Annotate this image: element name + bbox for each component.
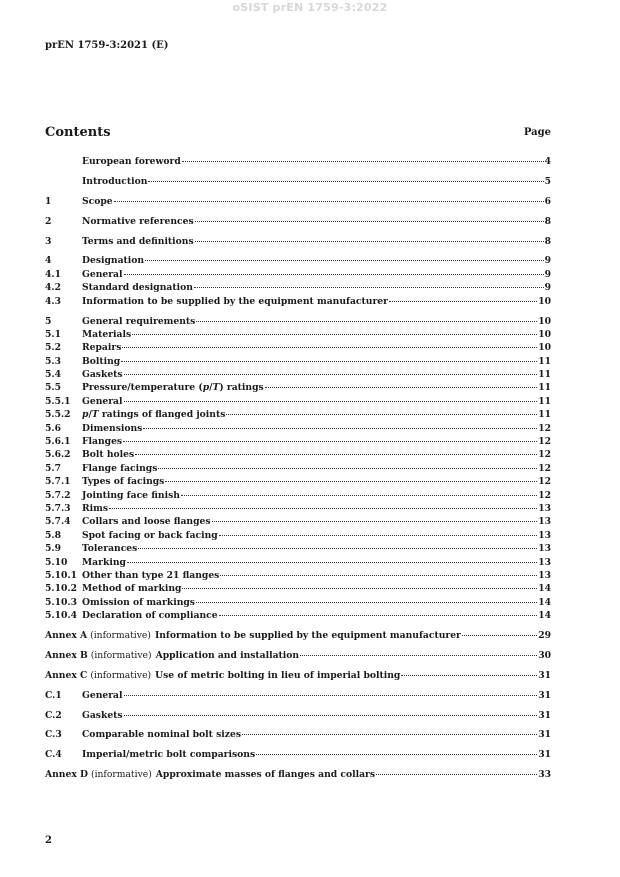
toc-entry-number: 2 (45, 215, 52, 227)
annex-category: (informative) (90, 630, 151, 641)
toc-entry-label: Gaskets (82, 709, 123, 721)
toc-entry-number: 5.10.1 (45, 569, 77, 581)
toc-entry-number: Annex D (45, 769, 88, 781)
toc-entry-page: 10 (538, 315, 551, 327)
toc-entry-label: Information to be supplied by the equipment manufacturer (82, 295, 388, 307)
toc-entry-page: 11 (538, 355, 551, 367)
toc-entry-page: 12 (538, 449, 551, 461)
toc-entry[interactable] (45, 422, 551, 435)
watermark: oSIST prEN 1759-3:2022 (232, 1, 388, 14)
toc-entry[interactable] (45, 295, 551, 308)
toc-entry-label: Tolerances (82, 543, 138, 555)
leader-dots (195, 221, 544, 222)
toc-entry[interactable] (45, 448, 551, 461)
toc-entry-page: 10 (538, 342, 551, 354)
toc-entry-page: 8 (544, 215, 551, 227)
toc-entry-label: Comparable nominal bolt sizes (82, 729, 242, 741)
toc-entry-page: 9 (544, 255, 551, 267)
toc-entry-page: 13 (538, 502, 551, 514)
leader-dots (114, 201, 544, 202)
toc-entry-label: Bolt holes (82, 449, 135, 461)
toc-entry-number: 5.4 (45, 369, 61, 381)
toc-entry-page: 5 (544, 175, 551, 187)
toc-entry-number: 1 (45, 195, 52, 207)
toc-entry-number: 5.7.4 (45, 516, 71, 528)
toc-entry[interactable] (45, 341, 551, 354)
toc-entry-number: C.4 (45, 749, 62, 761)
leader-dots (376, 774, 537, 775)
toc-entry[interactable] (45, 582, 551, 595)
toc-entry-page: 30 (538, 649, 551, 661)
toc-entry-number: 5.6.1 (45, 436, 71, 448)
toc-entry-number: 5.10.2 (45, 583, 77, 595)
page-column-heading: Page (523, 127, 551, 138)
toc-entry-page: 9 (544, 268, 551, 280)
toc-entry-page: 11 (538, 369, 551, 381)
toc-entry[interactable] (45, 596, 551, 609)
toc-entry[interactable] (45, 542, 551, 555)
toc-entry-label: Imperial/metric bolt comparisons (82, 749, 256, 761)
toc-entry[interactable] (45, 235, 551, 248)
toc-entry-number: 5.10.3 (45, 596, 77, 608)
document-id: prEN 1759-3:2021 (E) (45, 40, 169, 51)
toc-entry-label: Omission of markings (82, 596, 195, 608)
toc-entry-label: Marking (82, 556, 126, 568)
toc-entry[interactable] (45, 215, 551, 228)
toc-entry-label: Gaskets (82, 369, 123, 381)
page-number: 2 (45, 835, 52, 846)
toc-entry[interactable] (45, 395, 551, 408)
leader-dots (219, 535, 537, 536)
leader-dots (124, 715, 538, 716)
toc-entry[interactable] (45, 556, 551, 569)
annex-entry[interactable] (45, 629, 551, 642)
toc-entry[interactable] (45, 355, 551, 368)
toc-entry-page: 12 (538, 436, 551, 448)
toc-entry-page: 12 (538, 422, 551, 434)
toc-entry-label: Terms and definitions (82, 235, 194, 247)
toc-entry-page: 31 (538, 689, 551, 701)
table-of-contents (45, 155, 551, 782)
toc-entry-number: 5.2 (45, 342, 61, 354)
annex-entry[interactable] (45, 709, 551, 722)
leader-dots (145, 260, 544, 261)
leader-dots (300, 655, 537, 656)
annex-entry[interactable] (45, 689, 551, 702)
toc-entry[interactable] (45, 281, 551, 294)
toc-entry[interactable] (45, 408, 551, 421)
toc-entry-page: 13 (538, 556, 551, 568)
toc-entry-label: Introduction (82, 175, 148, 187)
toc-entry[interactable] (45, 529, 551, 542)
toc-entry-number: C.3 (45, 729, 62, 741)
toc-entry-label: Application and installation (155, 649, 300, 661)
leader-dots (124, 274, 544, 275)
leader-dots (194, 287, 544, 288)
toc-entry-page: 10 (538, 328, 551, 340)
toc-entry-page: 9 (544, 282, 551, 294)
toc-entry-label: Spot facing or back facing (82, 529, 218, 541)
toc-entry-number: 5.3 (45, 355, 61, 367)
toc-entry-page: 13 (538, 569, 551, 581)
annex-entry[interactable] (45, 748, 551, 761)
leader-dots (242, 734, 537, 735)
leader-dots (135, 454, 537, 455)
toc-entry-page: 33 (538, 769, 551, 781)
toc-entry-label: p/T ratings of flanged joints (82, 409, 226, 421)
toc-entry-page: 12 (538, 489, 551, 501)
leader-dots (143, 428, 537, 429)
toc-entry-number: 5.10.4 (45, 610, 77, 622)
annex-entry[interactable] (45, 768, 551, 781)
toc-entry-label: Normative references (82, 215, 194, 227)
toc-entry-page: 6 (544, 195, 551, 207)
toc-entry-number: 5.5 (45, 382, 61, 394)
toc-entry-label: General (82, 268, 123, 280)
toc-entry-number: 5.10 (45, 556, 68, 568)
leader-dots (265, 387, 538, 388)
toc-entry-page: 11 (538, 382, 551, 394)
leader-dots (158, 468, 537, 469)
toc-entry-label: General (82, 689, 123, 701)
toc-entry[interactable] (45, 175, 551, 188)
toc-entry-page: 31 (538, 749, 551, 761)
annex-entry[interactable] (45, 669, 551, 682)
leader-dots (462, 635, 537, 636)
toc-entry-label: Designation (82, 255, 145, 267)
leader-dots (165, 481, 537, 482)
toc-entry-page: 13 (538, 529, 551, 541)
leader-dots (195, 241, 544, 242)
annex-entry[interactable] (45, 728, 551, 741)
toc-entry-number: Annex A (45, 630, 88, 641)
toc-entry-number: 5.6 (45, 422, 61, 434)
toc-entry-number: 4.1 (45, 268, 61, 280)
toc-entry-number: 4 (45, 255, 52, 267)
leader-dots (182, 161, 544, 162)
leader-dots (182, 588, 537, 589)
toc-entry-number: Annex B (45, 649, 88, 661)
toc-entry-page: 29 (538, 630, 551, 641)
toc-entry-label: Rims (82, 502, 109, 514)
toc-entry-number: C.1 (45, 689, 62, 701)
toc-entry-label: Pressure/temperature (p/T) ratings (82, 382, 264, 394)
toc-entry[interactable] (45, 368, 551, 381)
toc-entry-number: 5.7.1 (45, 476, 71, 488)
leader-dots (181, 495, 537, 496)
toc-entry-label: Other than type 21 flanges (82, 569, 220, 581)
toc-entry-label: General requirements (82, 315, 196, 327)
leader-dots (123, 441, 537, 442)
toc-entry-number: 5.6.2 (45, 449, 71, 461)
toc-entry-label: Collars and loose flanges (82, 516, 211, 528)
toc-entry-label: Bolting (82, 355, 121, 367)
toc-entry-label: General (82, 395, 123, 407)
leader-dots (219, 615, 538, 616)
toc-entry-number: 5.7.3 (45, 502, 71, 514)
leader-dots (122, 347, 537, 348)
toc-entry[interactable] (45, 315, 551, 328)
toc-entry[interactable] (45, 155, 551, 168)
toc-entry-page: 10 (538, 295, 551, 307)
annex-entry[interactable] (45, 649, 551, 662)
toc-entry[interactable] (45, 569, 551, 582)
toc-entry-number: 4.2 (45, 282, 61, 294)
toc-entry-page: 12 (538, 462, 551, 474)
leader-dots (121, 361, 537, 362)
toc-entry-number: 5.7 (45, 462, 61, 474)
toc-entry-label: Use of metric bolting in lieu of imperial bolting (155, 669, 401, 681)
toc-entry-number: Annex C (45, 669, 88, 681)
toc-entry-label: Flange facings (82, 462, 158, 474)
toc-entry[interactable] (45, 195, 551, 208)
leader-dots (401, 675, 537, 676)
contents-title: Contents (45, 125, 111, 140)
toc-entry-page: 14 (538, 610, 551, 622)
toc-entry-page: 13 (538, 516, 551, 528)
leader-dots (124, 695, 538, 696)
toc-entry-page: 13 (538, 543, 551, 555)
toc-entry-label: Types of facings (82, 476, 165, 488)
toc-entry-page: 31 (538, 709, 551, 721)
leader-dots (124, 401, 538, 402)
toc-entry-number: 5.5.2 (45, 409, 71, 421)
toc-entry-label: Flanges (82, 436, 123, 448)
toc-entry-page: 14 (538, 583, 551, 595)
toc-entry-label: Method of marking (82, 583, 182, 595)
toc-entry-label: Scope (82, 195, 113, 207)
toc-entry-page: 11 (538, 395, 551, 407)
leader-dots (138, 548, 537, 549)
toc-entry-page: 31 (538, 729, 551, 741)
toc-entry[interactable] (45, 502, 551, 515)
leader-dots (132, 334, 537, 335)
toc-entry-label: European foreword (82, 156, 181, 167)
leader-dots (109, 508, 537, 509)
toc-entry-number: 5 (45, 315, 52, 327)
leader-dots (256, 754, 537, 755)
toc-entry-number: 5.5.1 (45, 395, 71, 407)
toc-entry-label: Information to be supplied by the equipment manufacturer (154, 630, 461, 641)
leader-dots (148, 181, 543, 182)
leader-dots (196, 602, 537, 603)
toc-entry[interactable] (45, 489, 551, 502)
toc-entry-label: Declaration of compliance (82, 610, 218, 622)
toc-entry-page: 4 (544, 156, 551, 167)
leader-dots (212, 521, 538, 522)
toc-entry-number: 5.9 (45, 543, 61, 555)
leader-dots (124, 374, 538, 375)
toc-entry-label: Repairs (82, 342, 122, 354)
toc-entry-number: 5.1 (45, 328, 61, 340)
toc-entry[interactable] (45, 381, 551, 394)
toc-entry[interactable] (45, 515, 551, 528)
toc-entry-number: 4.3 (45, 295, 61, 307)
toc-entry[interactable] (45, 435, 551, 448)
toc-entry-page: 31 (538, 669, 551, 681)
toc-entry[interactable] (45, 328, 551, 341)
toc-entry-number: 5.8 (45, 529, 61, 541)
toc-entry-page: 11 (538, 409, 551, 421)
annex-category: (informative) (90, 649, 152, 661)
toc-entry[interactable] (45, 462, 551, 475)
toc-entry-page: 8 (544, 235, 551, 247)
toc-entry[interactable] (45, 268, 551, 281)
toc-entry[interactable] (45, 609, 551, 622)
leader-dots (196, 321, 537, 322)
toc-entry-page: 14 (538, 596, 551, 608)
toc-entry-number: C.2 (45, 709, 62, 721)
annex-category: (informative) (90, 669, 152, 681)
toc-entry-label: Approximate masses of flanges and collars (155, 769, 376, 781)
toc-entry-label: Dimensions (82, 422, 143, 434)
toc-entry[interactable] (45, 475, 551, 488)
toc-entry-label: Jointing face finish (82, 489, 180, 501)
leader-dots (389, 301, 537, 302)
toc-entry-number: 5.7.2 (45, 489, 71, 501)
toc-entry-number: 3 (45, 235, 52, 247)
annex-category: (informative) (90, 769, 152, 781)
leader-dots (220, 575, 537, 576)
toc-entry[interactable] (45, 254, 551, 267)
leader-dots (226, 414, 537, 415)
toc-entry-label: Materials (82, 328, 132, 340)
leader-dots (127, 562, 537, 563)
toc-entry-label: Standard designation (82, 282, 193, 294)
toc-entry-page: 12 (538, 476, 551, 488)
